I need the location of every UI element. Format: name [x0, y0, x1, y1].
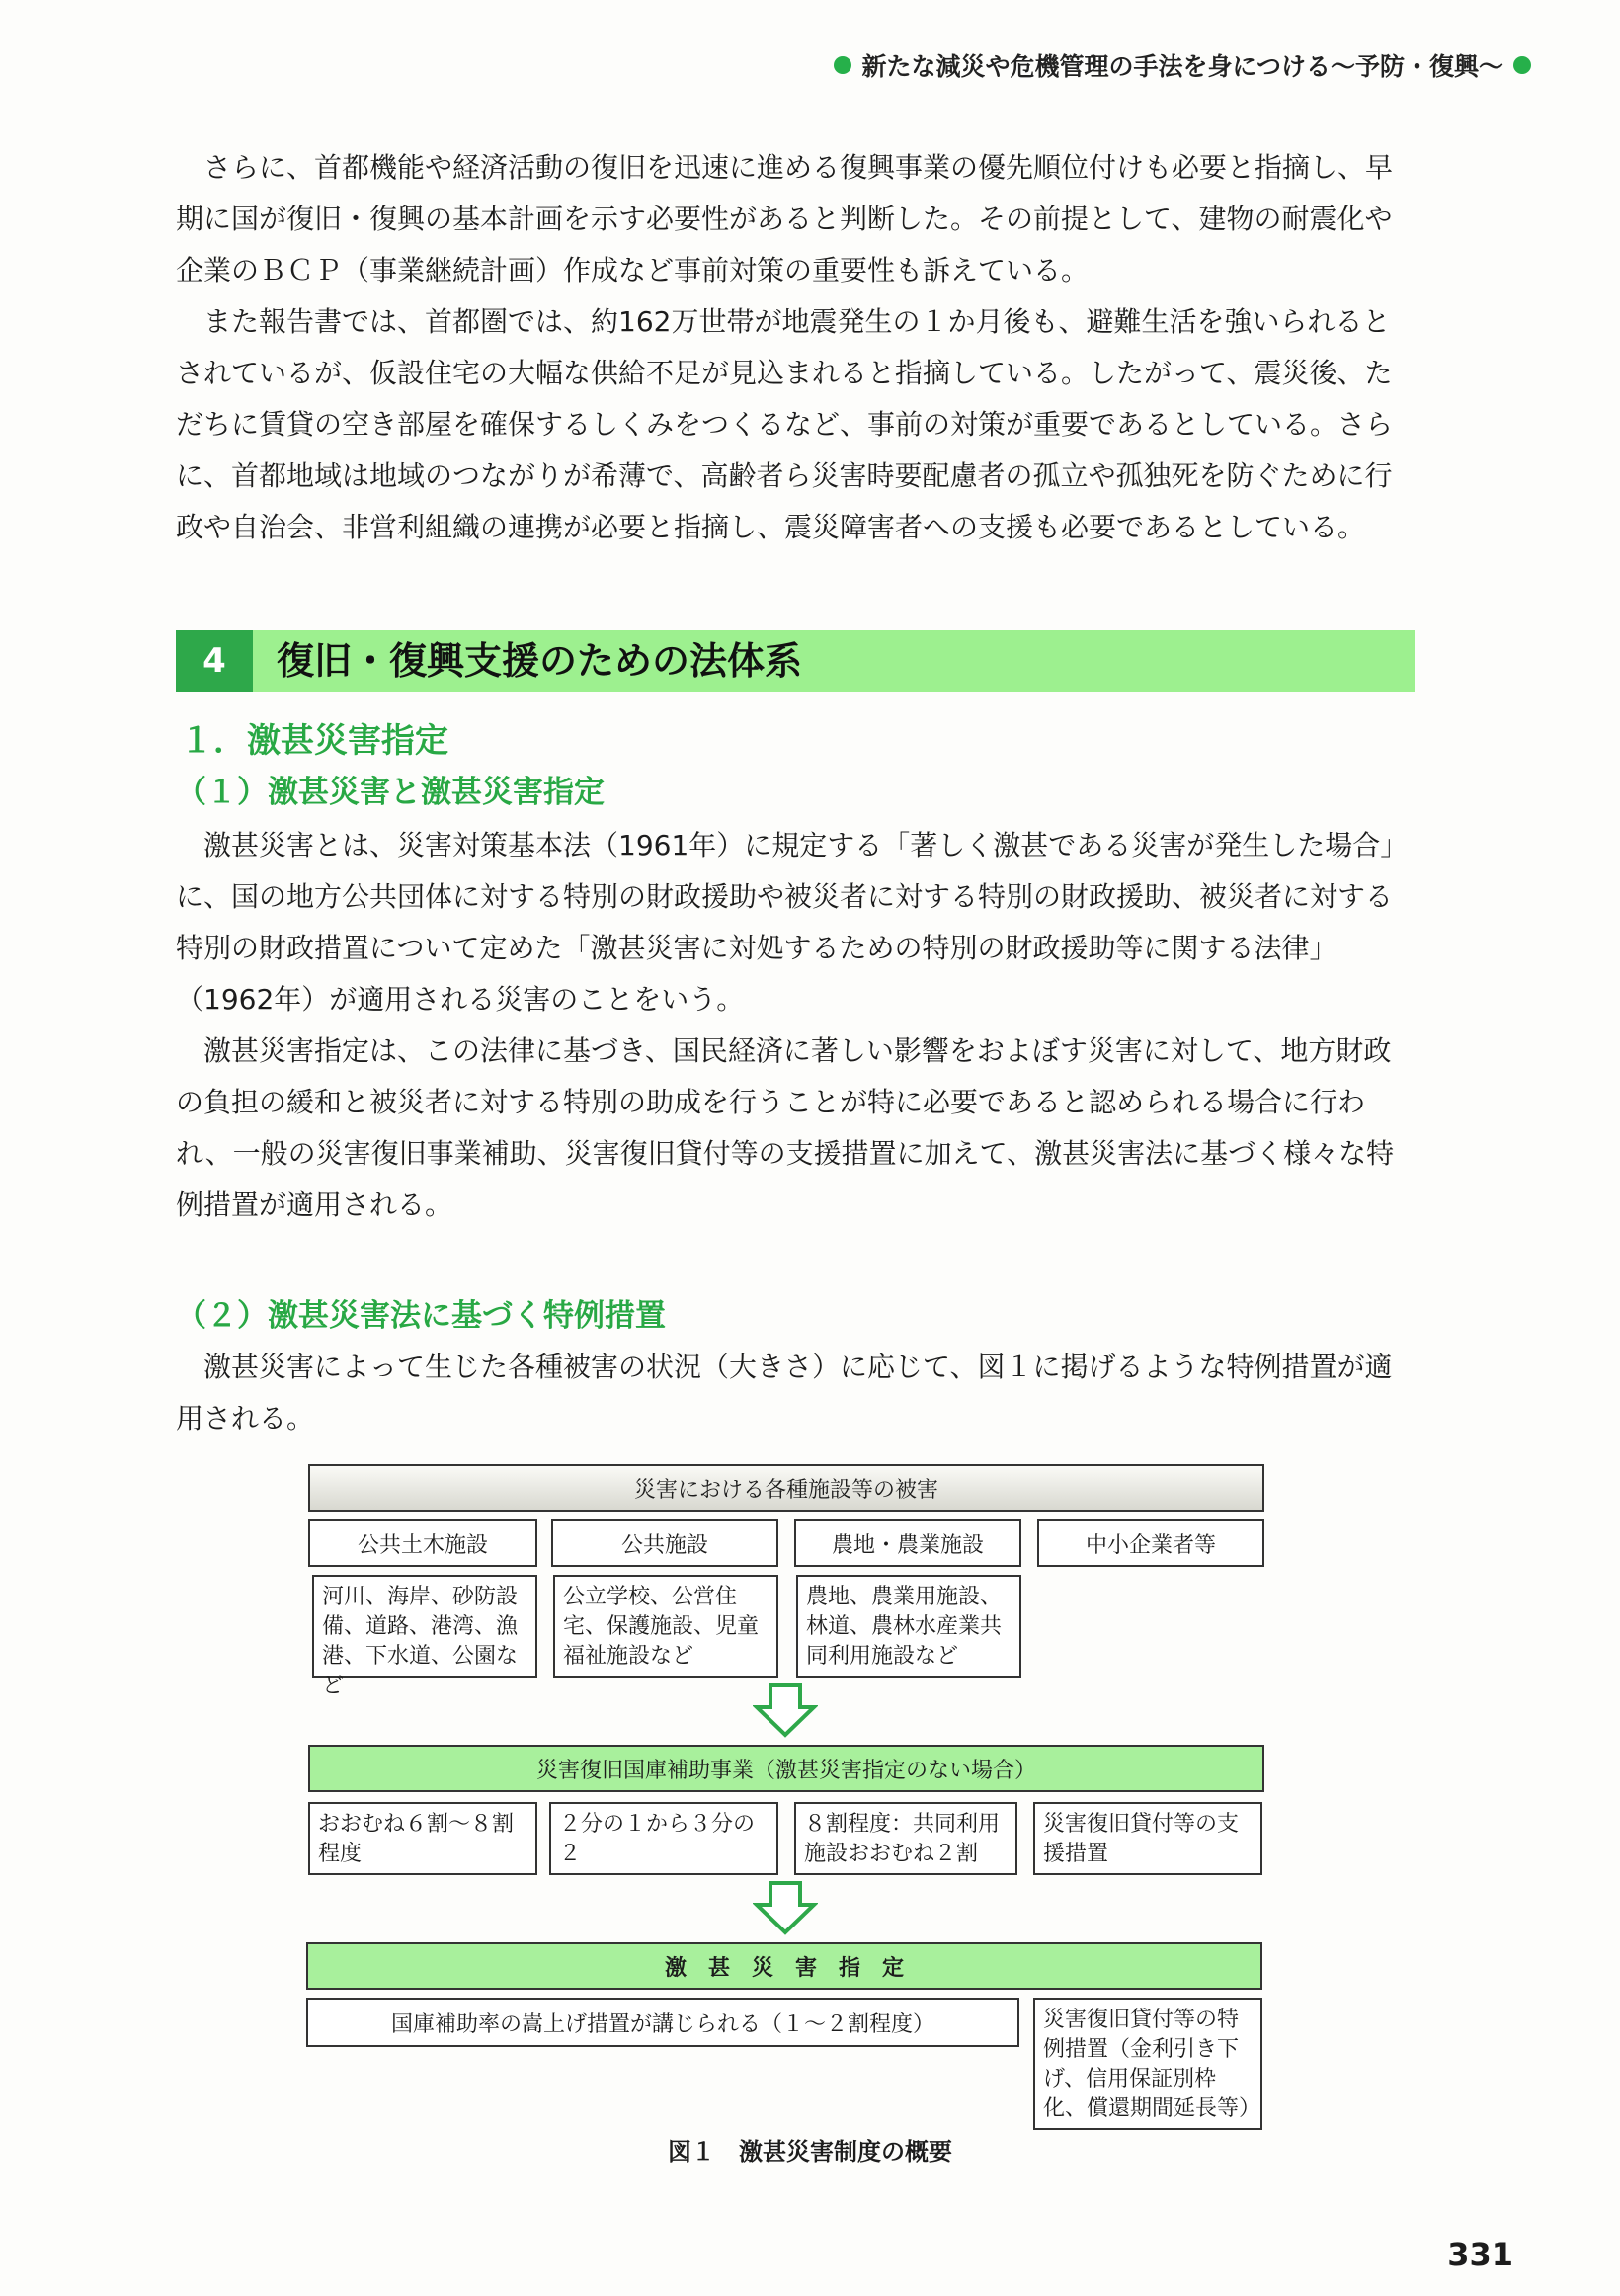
- running-header: [834, 47, 1531, 83]
- section-heading: [176, 630, 1415, 692]
- figure-top-title: 災害における各種施設等の被害: [308, 1464, 1264, 1512]
- figure-bottom-title: 激 甚 災 害 指 定: [306, 1942, 1262, 1990]
- figure-middle-title: 災害復旧国庫補助事業（激甚災害指定のない場合）: [308, 1745, 1264, 1792]
- body-paragraph: 激甚災害とは、災害対策基本法（1961年）に規定する「著しく激甚である災害が発生した場合」に、国の地方公共団体に対する特別の財政援助や被災者に対する特別の財政援助、被災者に対する特別の財政措置について定めた「激甚災害に対処するための特別の財政援助等に関する法律」（1962年）が適用される災害のことをいう。: [176, 829, 1409, 1016]
- rate-box: ２分の１から３分の２: [549, 1802, 778, 1875]
- category-detail: 公立学校、公営住宅、保護施設、児童福祉施設など: [553, 1575, 778, 1678]
- body-paragraph: 激甚災害によって生じた各種被害の状況（大きさ）に応じて、図１に掲げるような特例措置が適用される。: [176, 1351, 1393, 1435]
- item-heading: （２）激甚災害法に基づく特例措置: [176, 1298, 666, 1334]
- intro-paragraph: さらに、首都機能や経済活動の復旧を迅速に進める復興事業の優先順位付けも必要と指摘し、早期に国が復旧・復興の基本計画を示す必要性があると判断した。その前提として、建物の耐震化や企業のＢＣＰ（事業継続計画）作成など事前対策の重要性も訴えている。: [176, 151, 1394, 287]
- section-number: 4: [176, 630, 253, 692]
- bottom-right-box: 災害復旧貸付等の特例措置（金利引き下げ、信用保証別枠化、償還期間延長等）: [1033, 1998, 1262, 2130]
- bullet-dot-icon: [834, 56, 851, 74]
- figure-caption: 図１ 激甚災害制度の概要: [668, 2138, 952, 2166]
- body-paragraph: 激甚災害指定は、この法律に基づき、国民経済に著しい影響をおよぼす災害に対して、地方財政の負担の緩和と被災者に対する特別の助成を行うことが特に必要であると認められる場合に行われ、一般の災害復旧事業補助、災害復旧貸付等の支援措置に加えて、激甚災害法に基づく様々な特例措置が適用される。: [176, 1034, 1395, 1221]
- page-number: 331: [1447, 2236, 1513, 2273]
- category-detail: 河川、海岸、砂防設備、道路、港湾、漁港、下水道、公園など: [312, 1575, 537, 1678]
- category-box: 公共施設: [551, 1519, 778, 1567]
- down-arrow-icon: [753, 1881, 818, 1936]
- rate-box: 災害復旧貸付等の支援措置: [1033, 1802, 1262, 1875]
- category-box: 農地・農業施設: [794, 1519, 1021, 1567]
- rate-box: おおむね６割〜８割程度: [308, 1802, 537, 1875]
- category-box: 公共土木施設: [308, 1519, 537, 1567]
- intro-paragraph: また報告書では、首都圏では、約162万世帯が地震発生の１か月後も、避難生活を強いられるとされているが、仮設住宅の大幅な供給不足が見込まれると指摘している。したがって、震災後、ただちに賃貸の空き部屋を確保するしくみをつくるなど、事前の対策が重要であるとしている。さらに、首都地域は地域のつながりが希薄で、高齢者ら災害時要配慮者の孤立や孤独死を防ぐために行政や自治会、非営利組織の連携が必要と指摘し、震災障害者への支援も必要であるとしている。: [176, 305, 1394, 543]
- bullet-dot-icon: [1513, 56, 1531, 74]
- category-box: 中小企業者等: [1037, 1519, 1264, 1567]
- down-arrow-icon: [753, 1683, 818, 1739]
- bottom-left-box: 国庫補助率の嵩上げ措置が講じられる（１〜２割程度）: [306, 1998, 1019, 2047]
- section-title: 復旧・復興支援のための法体系: [277, 639, 803, 683]
- running-title: 新たな減災や危機管理の手法を身につける〜予防・復興〜: [861, 52, 1503, 81]
- rate-box: ８割程度：共同利用施設おおむね２割: [794, 1802, 1017, 1875]
- category-detail: 農地、農業用施設、林道、農林水産業共同利用施設など: [796, 1575, 1021, 1678]
- item-heading: （１）激甚災害と激甚災害指定: [176, 775, 605, 810]
- subsection-title: １．激甚災害指定: [180, 721, 448, 761]
